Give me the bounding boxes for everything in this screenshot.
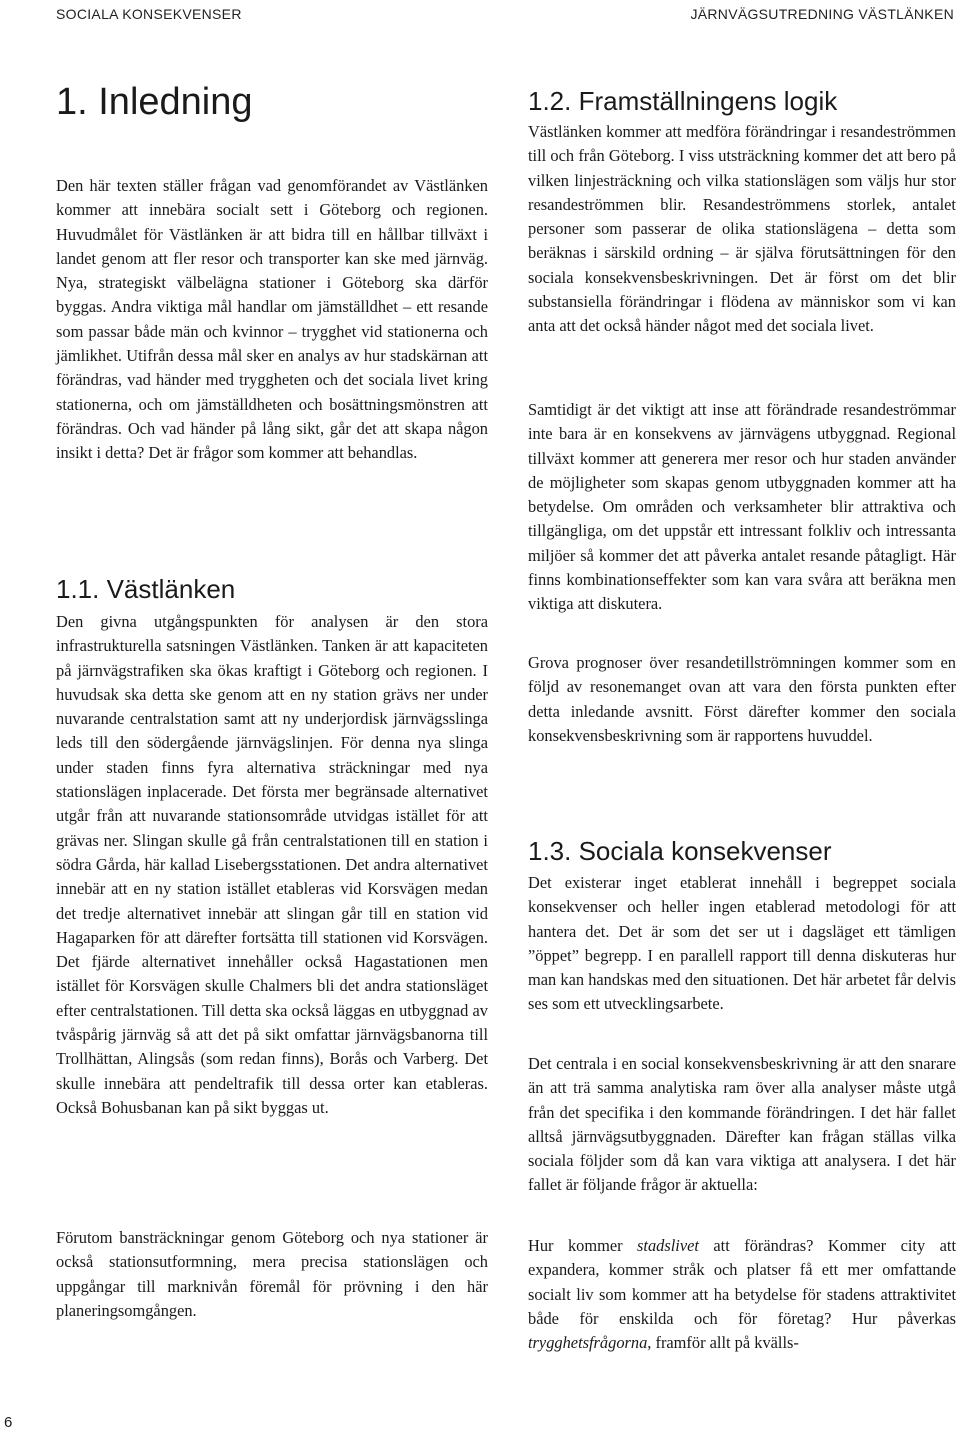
section-heading-vastlanken: 1.1. Västlänken — [56, 574, 236, 604]
header-section-title: SOCIALA KONSEKVENSER — [56, 6, 242, 22]
logik-paragraph-1: Västlänken kommer att medföra förändringar i resandeströmmen till och från Göteborg. I viss utsträckning kommer det att bero på vilken linjesträckning och vilka stationslägen som väljs hur stor resandeströmmen blir. Resandeströmmens storlek, antalet personer som passerar de olika stationslägena – detta som beräknas i särskild ordning – är själva förutsättningen för den sociala konsekvensbeskrivningen. Det är först om det blir substansiella förändringar i flödena av människor som vi kan anta att det också händer något med det sociala livet. — [528, 122, 956, 336]
page-number: 6 — [4, 1414, 13, 1431]
p6-text-3: , framför allt på kvälls- — [647, 1333, 799, 1353]
p6-emphasis-trygghetsfragorna: trygghetsfrågorna — [528, 1333, 648, 1353]
sociala-paragraph-1: Det existerar inget etablerat innehåll i begreppet sociala konsekvenser och heller ingen etablerad metodologi för att hantera det. Det är som det ser ut i dagsläget ett tämligen ”öppet” begrepp. I en parallell rapport till denna diskuteras hur man kan handskas med den situationen. Det här arbetet får delvis ses som ett utvecklingsarbete. — [528, 873, 956, 1014]
p6-text-2: att förändras? Kommer city att expandera, kommer stråk och platser få ett mer omfattande socialt liv som kommer att ha betydelse för stadens attraktivitet både för enskilda och för företag? Hur påverkas — [528, 1236, 956, 1328]
p6-text-1: Hur kommer — [528, 1236, 638, 1255]
logik-paragraph-2: Samtidigt är det viktigt att inse att förändrade resandeströmmar inte bara är en konsekvens av järnvägens utbyggnad. Regional tillväxt kommer att generera mer resor och hur staden använder de möjligheter som skapas genom utbyggnaden kommer att ha betydelse. Om områden och verksamheter blir attraktiva och tillgängliga, om det uppstår ett intressant folkliv och intressanta miljöer så kommer det att påverka antalet resande påtagligt. Här finns kombinationseffekter som kan vara svåra att beräkna men viktiga att diskutera. — [528, 400, 956, 614]
chapter-heading: 1. Inledning — [56, 81, 253, 123]
station-design-paragraph: Förutom bansträckningar genom Göteborg och nya stationer är också stationsutformning, mera precisa stationslägen och uppgångar till marknivån föremål för prövning i den här planeringsomgången. — [56, 1228, 488, 1320]
section-heading-sociala: 1.3. Sociala konsekvenser — [528, 836, 832, 866]
running-header — [0, 0, 960, 30]
logik-paragraph-3: Grova prognoser över resandetillströmningen kommer som en följd av resonemanget ovan att vara den första punkten efter detta inledande avsnitt. Först därefter kommer den sociala konsekvensbeskrivning som är rapportens huvuddel. — [528, 653, 956, 745]
section-heading-logik: 1.2. Framställningens logik — [528, 86, 838, 116]
p6-emphasis-stadslivet: stadslivet — [637, 1236, 699, 1255]
sociala-paragraph-3 — [528, 1234, 956, 1355]
intro-paragraph: Den här texten ställer frågan vad genomförandet av Västlänken kommer att innebära socialt sett i Göteborg och regionen. Huvudmålet för Västlänken är att bidra till en hållbar tillväxt i landet genom att fler resor och transporter kan ske med järnväg. Nya, strategiskt välbelägna stationer i Göteborg ska därför byggas. Andra viktiga mål handlar om jämställdhet – ett resande som passar både män och kvinnor – trygghet vid stationerna och jämlikhet. Utifrån dessa mål sker en analys av hur stadskärnan att förändras, vad händer med tryggheten och det sociala livet kring stationerna, och om jämställdheten och bosättningsmönstren att förändras. Och vad händer på lång sikt, går det att skapa någon insikt i detta? Det är frågor som kommer att behandlas. — [56, 176, 488, 463]
vastlanken-paragraph: Den givna utgångspunkten för analysen är den stora infrastrukturella satsningen Västlänken. Tanken är att kapaciteten på järnvägstrafiken ska ökas kraftigt i Göteborg och regionen. I huvudsak ska detta ske genom att en ny station grävs ner under nuvarande centralstation samt att ny underjordisk järnvägsslinga leds till den södergående järnvägslinjen. För denna nya slinga under staden finns fyra alternativa sträckningar med nya stationslägen inplacerade. Det första mer begränsade alternativet utgår från att nuvarande stationsområde utvidgas istället för att grävas ner. Slingan skulle gå från centralstationen till en station i södra Gårda, här kallad Lisebergsstationen. Det andra alternativet innebär att en ny station istället etableras vid Korsvägen medan det tredje alternativet innebär att slingan går till en station vid Hagaparken för att därefter fortsätta till stationen vid Korsvägen. Det fjärde alternativet innehåller också Hagastationen men istället för Korsvägen skulle Chalmers bli det andra stationsläget efter centralstationen. Till detta ska också läggas en utbyggnad av tvåspårig järnväg så att det på sikt omfattar järnvägsbanorna till Trollhättan, Alingsås (som redan finns), Borås och Varberg. Det skulle innebära att pendeltrafik till dessa orter kan etableras. Också Bohusbanan kan på sikt byggas ut. — [56, 612, 488, 1117]
header-document-title: JÄRNVÄGSUTREDNING VÄSTLÄNKEN — [690, 6, 954, 22]
sociala-paragraph-2: Det centrala i en social konsekvensbeskrivning är att den snarare än att trä samma analytiska ram över alla analyser måste utgå från det specifika i den kommande förändringen. I det här fallet alltså järnvägsutbyggnaden. Därefter kan frågan ställas vilka sociala följder som då kan vara viktiga att analysera. I det här fallet är följande frågor är aktuella: — [528, 1054, 956, 1195]
